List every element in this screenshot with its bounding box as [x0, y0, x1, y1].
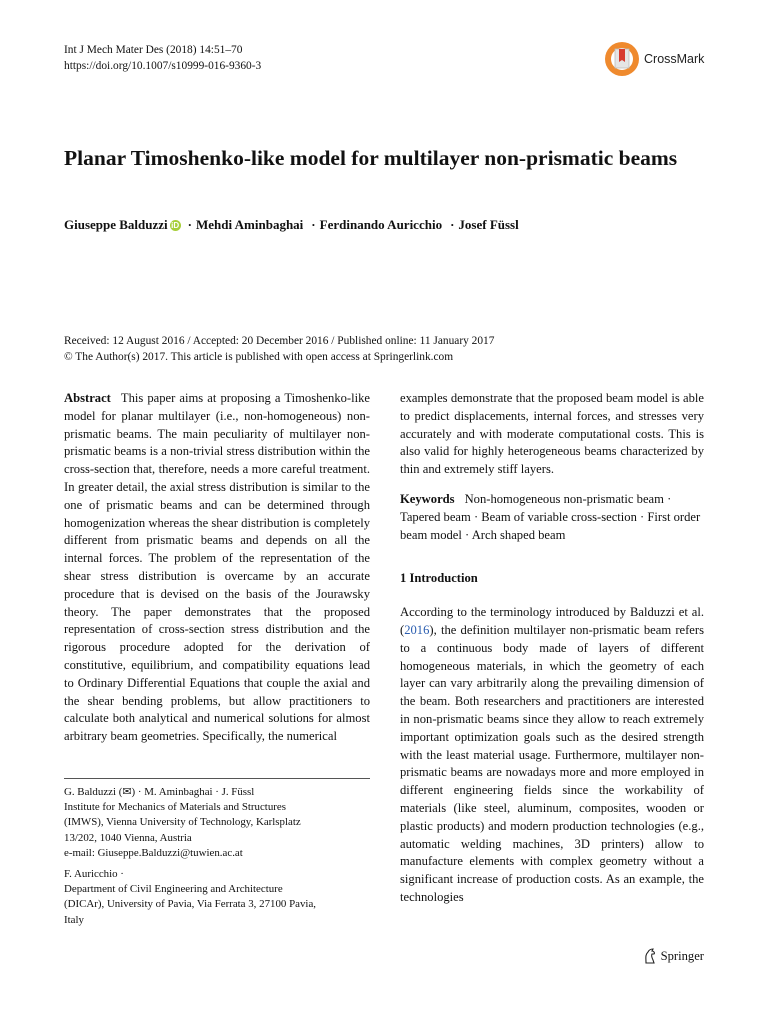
affiliation-line: Department of Civil Engineering and Architecture — [64, 883, 283, 896]
crossmark-icon — [604, 40, 640, 78]
copyright-line: © The Author(s) 2017. This article is published with open access at Springerlink.com — [64, 351, 454, 363]
paper-title: Planar Timoshenko-like model for multilayer non-prismatic beams — [64, 146, 678, 170]
doi-link[interactable]: https://doi.org/10.1007/s10999-016-9360-3 — [64, 60, 262, 72]
orcid-icon[interactable]: iD — [171, 220, 180, 230]
affiliation-block — [64, 785, 301, 861]
affiliation-line: (IMWS), Vienna University of Technology, Karlsplatz — [64, 816, 301, 829]
left-column — [64, 390, 370, 746]
footnote-rule — [64, 778, 370, 779]
affiliation-line: Institute for Mechanics of Materials and Structures — [64, 801, 286, 814]
affiliation-line: (DICAr), University of Pavia, Via Ferrata 3, 27100 Pavia, — [64, 898, 316, 911]
introduction-text: According to the terminology introduced by Balduzzi et al. (2016), the definition multilayer non-prismatic beam refers to a continuous body made of layers of different homogeneous materials, in which the geometry of each layer can vary arbitrarily along the prevailing dimension of the beam. Both researchers and practitioners are interested in non-prismatic beams since they allow to reach extremely important optimization goals such as the desired strength with the least material usage. Furthermore, multilayer non-prismatic beams are nowadays more and more employed in different engineering fields since the workability of materials (like steel, aluminum, composites, wooden or plastic products) and modern production technologies (e.g., automatic welding machines, 3D printers) allow to manufacture elements with complex geometry without a significant increase of production costs. As an example, the technologies — [400, 605, 704, 904]
abstract — [64, 390, 370, 746]
affiliation-line: Italy — [64, 913, 84, 926]
dates-line: Received: 12 August 2016 / Accepted: 20 December 2016 / Published online: 11 January 2017 — [64, 335, 495, 347]
crossmark-label: CrossMark — [644, 52, 705, 66]
keywords — [400, 491, 704, 544]
abstract-text: This paper aims at proposing a Timoshenko-like model for planar multilayer (i.e., non-homogeneous) non-prismatic beams. The main peculiarity of multilayer non-prismatic beams is a non-trivial stress distribution within the cross-section that, therefore, needs a more careful treatment. In greater detail, the axial stress distribution is similar to the one of prismatic beams and can be determined through homogenization whereas the shear distribution is completely different from prismatic beams and depends on all the internal forces. The problem of the representation of the shear stress distribution is overcame by an accurate procedure that is devised on the basis of the Jourawsky theory. The paper demonstrates that the proposed representation of cross-section stress distribution and the rigorous procedure adopted for the derivation of constitutive, equilibrium, and compatibility equations lead to Ordinary Differential Equations that couple the axial and the shear bending problems, but allow practitioners to calculate both analytical and numerical solutions for almost arbitrary beam geometries. Specifically, the numerical — [64, 391, 370, 744]
email-link[interactable]: e-mail: Giuseppe.Balduzzi@tuwien.ac.at — [64, 846, 243, 859]
affiliation-names: F. Auricchio · — [64, 868, 124, 880]
right-column — [400, 390, 704, 907]
author-separator: · — [450, 217, 455, 232]
affiliation-names: G. Balduzzi (✉) · M. Aminbaghai · J. Füssl — [64, 786, 255, 798]
author-separator: · — [311, 217, 316, 232]
article-history — [64, 333, 494, 365]
abstract-heading: Abstract — [64, 391, 111, 405]
journal-citation: Int J Mech Mater Des (2018) 14:51–70 — [64, 44, 243, 56]
springer-horse-icon — [643, 948, 657, 964]
author-name[interactable]: Giuseppe Balduzzi — [64, 217, 168, 232]
publisher-logo — [643, 948, 704, 964]
affiliation-line: 13/202, 1040 Vienna, Austria — [64, 831, 192, 844]
section-heading: 1 Introduction — [400, 571, 478, 586]
citation-link[interactable]: 2016 — [404, 622, 430, 637]
author-separator: · — [187, 217, 193, 232]
keywords-text: Non-homogeneous non-prismatic beam · Tapered beam · Beam of variable cross-section · First order beam model · Arch shaped beam — [400, 491, 701, 542]
abstract-continued: examples demonstrate that the proposed beam model is able to predict displacements, internal forces, and stresses very accurately and with moderate computational costs. This is also valid for highly heterogeneous beams characterized by thin and extremely stiff layers. — [400, 391, 704, 477]
author-list — [64, 217, 519, 233]
author-name[interactable]: Ferdinando Auricchio — [319, 217, 443, 232]
author-name[interactable]: Mehdi Aminbaghai — [196, 217, 304, 232]
publisher-name: Springer — [660, 948, 704, 963]
affiliation-block — [64, 867, 316, 928]
journal-header — [64, 42, 261, 74]
author-name[interactable]: Josef Füssl — [458, 217, 519, 232]
crossmark-badge[interactable] — [604, 40, 704, 78]
keywords-heading: Keywords — [400, 491, 455, 506]
